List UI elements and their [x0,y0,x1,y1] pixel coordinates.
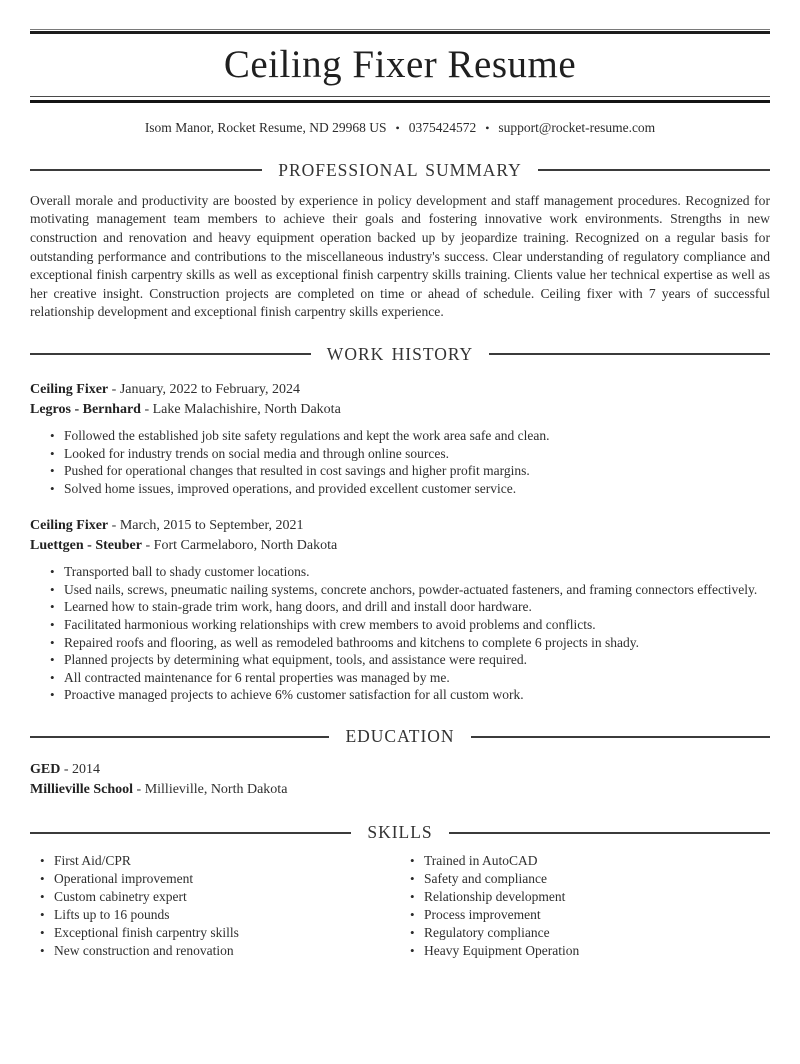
section-rule-left [30,169,262,171]
job-bullet-list [30,427,770,497]
job-entry [30,380,770,497]
education-school: Millieville School [30,782,134,798]
job-company-line [30,400,770,420]
section-work-history [30,344,770,704]
education-header [30,726,770,747]
bullet-item: • Used nails, screws, pneumatic nailing systems, concrete anchors, powder-actuated fasteners, and framing connectors effectively. [42,581,770,599]
education-degree-line [30,760,770,780]
education-school-line [30,780,770,800]
section-education [30,726,770,800]
contact-line [30,120,770,136]
education-degree: GED [30,762,61,778]
bullet-item: • Followed the established job site safety regulations and kept the work area safe and clean. [42,427,770,445]
job-company: Legros - Bernhard [30,401,141,417]
bullet-separator-icon: • [485,120,490,135]
job-company: Luettgen - Steuber [30,538,142,554]
skills-column-left [30,852,400,960]
bullet-item: • Transported ball to shady customer locations. [42,563,770,581]
skills-list-right [400,852,770,960]
skills-list-left [30,852,400,960]
section-title: SKILLS [367,822,433,843]
contact-email: support@rocket-resume.com [498,119,656,135]
section-rule-right [449,832,770,834]
section-title: WORK HISTORY [326,343,474,364]
bullet-item: • Learned how to stain-grade trim work, hang doors, and drill and install door hardware. [42,598,770,616]
bullet-item: • Looked for industry trends on social media and through online sources. [42,445,770,463]
job-dates: - March, 2015 to September, 2021 [111,518,304,534]
skill-item: • New construction and renovation [32,942,400,960]
skill-item: • Safety and compliance [402,870,770,888]
job-title-line [30,380,770,400]
job-title-line [30,516,770,536]
job-title: Ceiling Fixer [30,518,109,534]
bullet-item: • Solved home issues, improved operations, and provided excellent customer service. [42,480,770,498]
skill-item: • Process improvement [402,906,770,924]
skill-item: • Lifts up to 16 pounds [32,906,400,924]
section-rule-right [471,736,770,738]
top-rule [30,29,770,34]
skill-item: • Exceptional finish carpentry skills [32,924,400,942]
summary-paragraph: Overall morale and productivity are boosted by experience in policy development and staff management procedures. Recognized for motivating management team members to achieve their goals and fostering innovative work environments. Strengths in new construction and renovation and heavy equipment operation backed up by jeopardize training. Recognized on a regular basis for outstanding performance and contributions to the miscellaneous industry's success. Clear understanding of regulatory compliance and exceptional finish carpentry skills as well as exceptional finish carpentry skills training. Clients value her technical expertise as well as her creative insight. Construction projects are completed on time or ahead of schedule. Ceiling fixer with 7 years of successful relationship development and exceptional finish carpentry skills experience. [30,192,770,320]
job-location: - Lake Malachishire, North Dakota [144,401,341,417]
section-rule-right [538,169,770,171]
skill-item: • First Aid/CPR [32,852,400,870]
skills-header [30,822,770,843]
contact-address: Isom Manor, Rocket Resume, ND 29968 US [144,119,387,135]
job-entry [30,516,770,704]
professional-summary-header [30,160,770,181]
skill-item: • Operational improvement [32,870,400,888]
education-year: - 2014 [63,762,101,778]
page-title: Ceiling Fixer Resume [223,43,577,86]
bullet-item: • Facilitated harmonious working relationships with crew members to avoid problems and conflicts. [42,616,770,634]
section-title: EDUCATION [345,726,455,747]
section-professional-summary [30,160,770,322]
job-dates: - January, 2022 to February, 2024 [111,381,300,397]
section-rule-left [30,353,311,355]
section-rule-left [30,832,351,834]
section-title: PROFESSIONAL SUMMARY [278,159,522,180]
section-skills [30,822,770,960]
work-history-header [30,344,770,365]
skills-columns [30,852,770,960]
bullet-item: • Repaired roofs and flooring, as well as remodeled bathrooms and kitchens to complete 6 projects in shady. [42,634,770,652]
skill-item: • Heavy Equipment Operation [402,942,770,960]
skills-column-right [400,852,770,960]
education-entry [30,760,770,800]
section-rule-left [30,736,329,738]
skill-item: • Relationship development [402,888,770,906]
bullet-separator-icon: • [395,120,400,135]
skill-item: • Custom cabinetry expert [32,888,400,906]
job-location: - Fort Carmelaboro, North Dakota [145,538,338,554]
job-title: Ceiling Fixer [30,381,109,397]
resume-page [0,29,800,1064]
bullet-item: • Planned projects by determining what equipment, tools, and assistance were required. [42,651,770,669]
skill-item: • Regulatory compliance [402,924,770,942]
education-location: - Millieville, North Dakota [136,782,288,798]
job-bullet-list [30,563,770,704]
bullet-item: • All contracted maintenance for 6 rental properties was managed by me. [42,669,770,687]
contact-phone: 0375424572 [408,119,477,135]
bullet-item: • Pushed for operational changes that resulted in cost savings and higher profit margins. [42,462,770,480]
title-underline-rule [30,96,770,103]
job-company-line [30,536,770,556]
skill-item: • Trained in AutoCAD [402,852,770,870]
section-rule-right [489,353,770,355]
bullet-item: • Proactive managed projects to achieve 6% customer satisfaction for all custom work. [42,686,770,704]
